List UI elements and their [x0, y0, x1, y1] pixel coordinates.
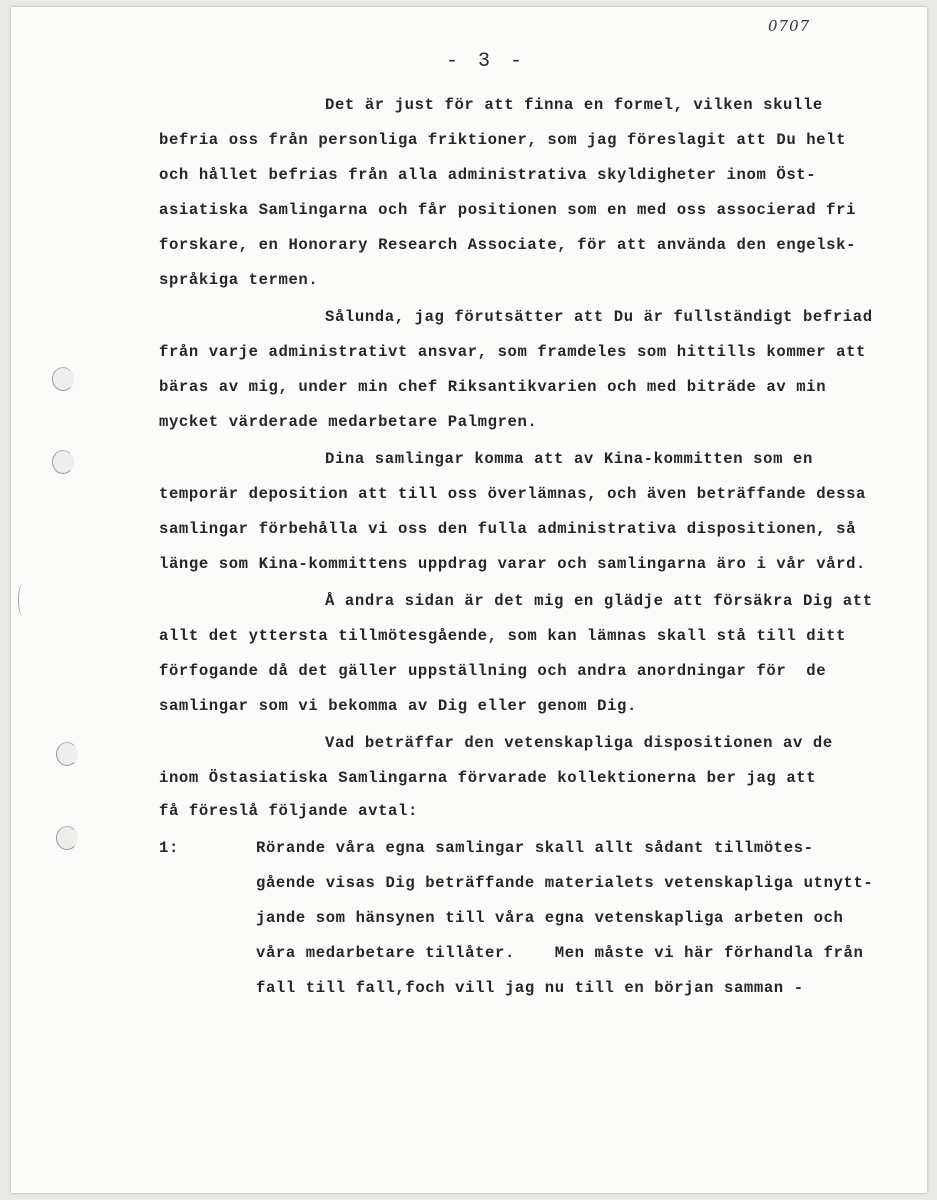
list-marker: 1: [159, 839, 179, 857]
text-line: mycket värderade medarbetare Palmgren. [159, 413, 538, 431]
text-line: befria oss från personliga friktioner, som jag föreslagit att Du helt [159, 131, 847, 149]
text-line: Rörande våra egna samlingar skall allt sådant tillmötes- [256, 839, 814, 857]
text-line: våra medarbetare tillåter. Men måste vi här förhandla från [256, 944, 864, 962]
text-line: Å andra sidan är det mig en glädje att försäkra Dig att [325, 592, 873, 610]
text-line: länge som Kina-kommittens uppdrag varar och samlingarna äro i vår vård. [159, 555, 867, 573]
text-line: samlingar som vi bekomma av Dig eller genom Dig. [159, 697, 637, 715]
document-page [11, 7, 927, 1193]
text-line: gående visas Dig beträffande materialets vetenskapliga utnytt- [256, 874, 874, 892]
punch-hole [56, 742, 78, 766]
punch-hole [52, 450, 74, 474]
page-number: - 3 - [446, 50, 527, 73]
archive-number: 0707 [768, 17, 811, 35]
text-line: bäras av mig, under min chef Riksantikvarien och med biträde av min [159, 378, 827, 396]
paper-edge-mark [18, 584, 27, 616]
punch-hole [52, 367, 74, 391]
text-line: Sålunda, jag förutsätter att Du är fullständigt befriad [325, 308, 873, 326]
text-line: Vad beträffar den vetenskapliga dispositionen av de [325, 734, 833, 752]
text-line: Det är just för att finna en formel, vilken skulle [325, 96, 823, 114]
text-line: från varje administrativt ansvar, som framdeles som hittills kommer att [159, 343, 867, 361]
text-line: språkiga termen. [159, 271, 319, 289]
text-line: temporär deposition att till oss överlämnas, och även beträffande dessa [159, 485, 867, 503]
text-line: och hållet befrias från alla administrativa skyldigheter inom Öst- [159, 166, 817, 184]
text-line: jande som hänsynen till våra egna vetenskapliga arbeten och [256, 909, 844, 927]
text-line: förfogande då det gäller uppställning och andra anordningar för de [159, 662, 827, 680]
text-line: asiatiska Samlingarna och får positionen som en med oss associerad fri [159, 201, 857, 219]
text-line: Dina samlingar komma att av Kina-kommitten som en [325, 450, 813, 468]
text-line: forskare, en Honorary Research Associate, för att använda den engelsk- [159, 236, 857, 254]
punch-hole [56, 826, 78, 850]
text-line: fall till fall,foch vill jag nu till en början samman - [256, 979, 804, 997]
text-line: inom Östasiatiska Samlingarna förvarade kollektionerna ber jag att [159, 769, 817, 787]
text-line: få föreslå följande avtal: [159, 802, 418, 820]
text-line: samlingar förbehålla vi oss den fulla administrativa dispositionen, så [159, 520, 857, 538]
text-line: allt det yttersta tillmötesgående, som kan lämnas skall stå till ditt [159, 627, 847, 645]
